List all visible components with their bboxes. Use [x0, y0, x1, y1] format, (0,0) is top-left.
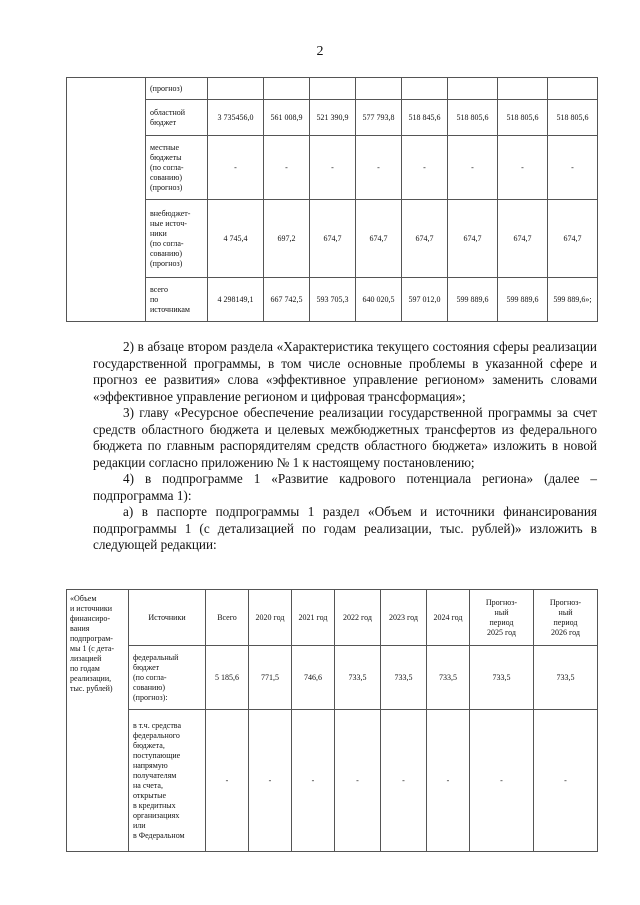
table-cell: -: [498, 136, 548, 200]
table-cell: 674,7: [356, 200, 402, 278]
table-cell: 5 185,6: [206, 646, 249, 710]
table-cell: 733,5: [381, 646, 427, 710]
table-cell: -: [292, 710, 335, 852]
table-row-label: местные бюджеты (по согла- сованию) (прогноз): [146, 136, 208, 200]
table-header: Прогноз- ный период 2025 год: [470, 590, 534, 646]
table-row-label: (прогноз): [146, 78, 208, 100]
table-cell: -: [448, 136, 498, 200]
table-cell: -: [470, 710, 534, 852]
table-cell: 518 805,6: [448, 100, 498, 136]
table-cell: 521 390,9: [310, 100, 356, 136]
table-cell: 733,5: [335, 646, 381, 710]
table-cell: 599 889,6»;: [548, 278, 598, 322]
table-cell: 674,7: [402, 200, 448, 278]
table-header: 2023 год: [381, 590, 427, 646]
table-cell: -: [206, 710, 249, 852]
table-cell: 640 020,5: [356, 278, 402, 322]
table-cell: 674,7: [448, 200, 498, 278]
table-cell: -: [402, 136, 448, 200]
table-cell: 674,7: [310, 200, 356, 278]
paragraph: 4) в подпрограмме 1 «Развитие кадрового потенциала региона» (далее – подпрограмма 1):: [93, 471, 597, 503]
paragraph: 2) в абзаце втором раздела «Характеристика текущего состояния сферы реализации государственной программы, в том числе основные проблемы в указанной сфере и прогноз ее развития» слова «эффективное управление регионом» заменить словами «эффективное управление регионом и цифровая трансформация»;: [93, 339, 597, 404]
table-row: [67, 100, 598, 136]
table-cell: 599 889,6: [498, 278, 548, 322]
subprogram-funding-table: [66, 589, 598, 852]
table-header: Всего: [206, 590, 249, 646]
table-cell: 697,2: [264, 200, 310, 278]
document-body: [93, 339, 597, 554]
table-cell: 593 705,3: [310, 278, 356, 322]
table-cell: -: [534, 710, 598, 852]
table-section-title: «Объем и источники финансиро- вания подпрограм- мы 1 (с дета- лизацией по годам реализации, тыс. рублей): [67, 590, 129, 852]
table-cell: 733,5: [470, 646, 534, 710]
table-row: [67, 646, 598, 710]
table-header: 2021 год: [292, 590, 335, 646]
table-row: [67, 278, 598, 322]
table-cell: -: [264, 136, 310, 200]
table-header: 2024 год: [427, 590, 470, 646]
table-cell: 733,5: [427, 646, 470, 710]
table-row-label: внебюджет- ные источ- ники (по согла- сованию) (прогноз): [146, 200, 208, 278]
table-cell: -: [310, 136, 356, 200]
table-cell: 597 012,0: [402, 278, 448, 322]
table-row: [67, 200, 598, 278]
table-cell: 771,5: [249, 646, 292, 710]
table-empty-cell: [67, 78, 146, 322]
table-row: [67, 78, 598, 100]
table-cell: 733,5: [534, 646, 598, 710]
table-header-row: [67, 590, 598, 646]
table-row-label: всего по источникам: [146, 278, 208, 322]
table-cell: -: [548, 136, 598, 200]
table-header: Прогноз- ный период 2026 год: [534, 590, 598, 646]
table-header: Источники: [129, 590, 206, 646]
table-cell: 561 008,9: [264, 100, 310, 136]
table-cell: 518 845,6: [402, 100, 448, 136]
table-cell: 746,6: [292, 646, 335, 710]
table-header: 2022 год: [335, 590, 381, 646]
table-cell: -: [335, 710, 381, 852]
table-cell: 518 805,6: [548, 100, 598, 136]
table-cell: 674,7: [498, 200, 548, 278]
table-row-label: в т.ч. средства федерального бюджета, поступающие напрямую получателям на счета, открытые в кредитных организациях или в Федеральном: [129, 710, 206, 852]
paragraph: 3) главу «Ресурсное обеспечение реализации государственной программы за счет средств областного бюджета и целевых межбюджетных трансфертов из федерального бюджета по главным распорядителям средств областного бюджета» изложить в новой редакции согласно приложению № 1 к настоящему постановлению;: [93, 405, 597, 470]
table-cell: -: [356, 136, 402, 200]
table-cell: -: [381, 710, 427, 852]
table-cell: 599 889,6: [448, 278, 498, 322]
table-cell: -: [208, 136, 264, 200]
table-cell: -: [427, 710, 470, 852]
table-cell: -: [249, 710, 292, 852]
table-cell: 3 735456,0: [208, 100, 264, 136]
table-row: [67, 136, 598, 200]
page-number: 2: [316, 44, 324, 59]
table-cell: 667 742,5: [264, 278, 310, 322]
table-cell: 577 793,8: [356, 100, 402, 136]
table-cell: 674,7: [548, 200, 598, 278]
paragraph: а) в паспорте подпрограммы 1 раздел «Объем и источники финансирования подпрограммы 1 (с детализацией по годам реализации, тыс. рублей)» изложить в следующей редакции:: [93, 504, 597, 552]
table-header: 2020 год: [249, 590, 292, 646]
table-row: [67, 710, 598, 852]
funding-table-continuation: [66, 77, 598, 322]
table-row-label: областной бюджет: [146, 100, 208, 136]
table-row-label: федеральный бюджет (по согла- сованию) (прогноз):: [129, 646, 206, 710]
table-cell: 4 298149,1: [208, 278, 264, 322]
table-cell: 4 745,4: [208, 200, 264, 278]
table-cell: 518 805,6: [498, 100, 548, 136]
